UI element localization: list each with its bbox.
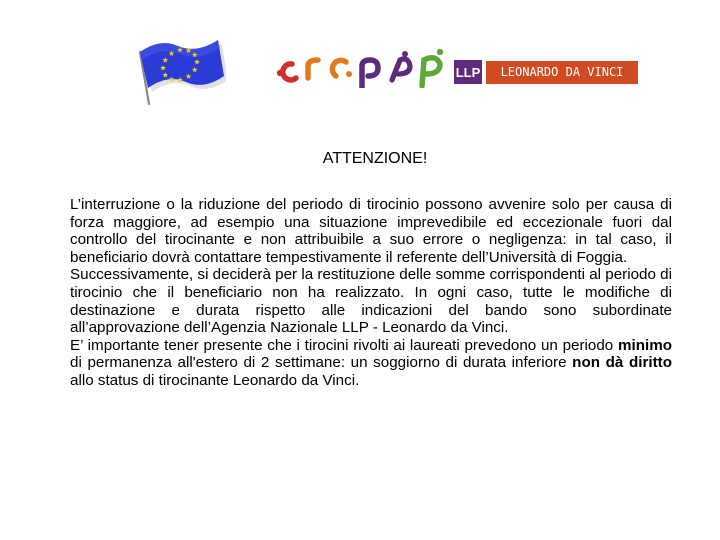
programme-banner: LEONARDO DA VINCI <box>486 61 638 84</box>
emphasis-text: non dà diritto <box>572 354 673 372</box>
llp-logo-icon <box>274 46 484 88</box>
paragraph <box>70 196 672 266</box>
paragraph-text: L’interruzione o la riduzione del periodo di tirocinio possono avvenire solo per causa di forza maggiore, ad esempio una situazione imprevedibile ed eccezionale fuori dal controllo del tirocinante e non attribuibile a suo errore o negligenza: in tal caso, il beneficiario dovrà contattare tempestivamente il referente dell’Università di Foggia. <box>70 196 672 266</box>
paragraph-text: Successivamente, si deciderà per la restituzione delle somme corrispondenti al periodo di tirocinio che il beneficiario non ha realizzato. In ogni caso, tutte le modifiche di destinazione e durata rispetto alle indicazioni del bando sono subordinate all’approvazione dell’Agenzia Nazionale LLP - Leonardo da Vinci. <box>70 266 672 337</box>
llp-badge: LLP <box>455 65 481 80</box>
emphasis-text: minimo <box>617 336 672 354</box>
paragraph-text: E’ importante tener presente che i tirocini rivolti ai laureati prevedono un periodo <box>70 336 618 354</box>
paragraph-text: allo status di tirocinante Leonardo da Vinci. <box>70 371 360 389</box>
page-title: ATTENZIONE! <box>322 150 428 167</box>
paragraph <box>70 337 672 390</box>
eu-flag-icon <box>134 34 226 106</box>
body-text <box>70 196 672 390</box>
paragraph <box>70 266 672 336</box>
paragraph-text: di permanenza all'estero di 2 settimane: un soggiorno di durata inferiore <box>70 354 573 372</box>
